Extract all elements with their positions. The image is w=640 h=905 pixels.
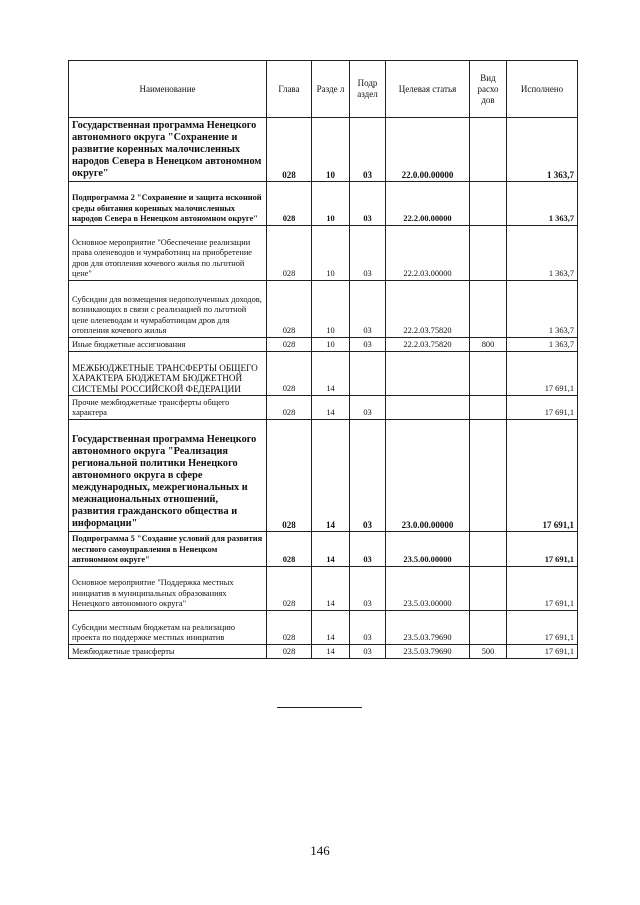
row-section: 10 [312,281,350,338]
row-target: 23.5.03.79690 [386,645,470,659]
row-name: Основное мероприятие "Поддержка местных инициатив в муниципальных образованиях Ненецкого автономного округа" [69,567,267,611]
header-name: Наименование [69,61,267,118]
row-target: 22.2.03.75820 [386,281,470,338]
row-chapter: 028 [267,118,312,182]
row-section: 14 [312,532,350,567]
table-row [69,532,578,567]
row-chapter: 028 [267,396,312,420]
row-expense-type: 500 [470,645,507,659]
row-name: МЕЖБЮДЖЕТНЫЕ ТРАНСФЕРТЫ ОБЩЕГО ХАРАКТЕРА БЮДЖЕТАМ БЮДЖЕТНОЙ СИСТЕМЫ РОССИЙСКОЙ ФЕДЕРАЦИИ [69,352,267,396]
row-chapter: 028 [267,352,312,396]
header-subsection: Подр аздел [350,61,386,118]
row-expense-type [470,420,507,532]
row-name: Субсидии местным бюджетам на реализацию проекта по поддержке местных инициатив [69,611,267,645]
row-target: 23.0.00.00000 [386,420,470,532]
row-subsection: 03 [350,420,386,532]
row-executed: 17 691,1 [507,352,578,396]
row-section: 14 [312,420,350,532]
row-name: Межбюджетные трансферты [69,645,267,659]
table-row [69,182,578,226]
table-row [69,118,578,182]
header-expense-type: Вид расхо дов [470,61,507,118]
row-chapter: 028 [267,420,312,532]
row-chapter: 028 [267,532,312,567]
table-row [69,352,578,396]
row-executed: 1 363,7 [507,226,578,281]
budget-table [68,60,578,659]
row-target: 23.5.00.00000 [386,532,470,567]
row-section: 14 [312,567,350,611]
row-section: 14 [312,352,350,396]
row-expense-type [470,567,507,611]
table-row [69,396,578,420]
row-subsection: 03 [350,532,386,567]
row-expense-type [470,281,507,338]
row-name: Субсидии для возмещения недополученных доходов, возникающих в связи с реализацией по льготной цене оленеводам и чумработницам дров для отопления кочевого жилья [69,281,267,338]
row-name: Прочие межбюджетные трансферты общего характера [69,396,267,420]
row-expense-type [470,532,507,567]
row-chapter: 028 [267,281,312,338]
row-chapter: 028 [267,611,312,645]
row-name: Основное мероприятие "Обеспечение реализации права оленеводов и чумработниц на приобретение дров для отопления кочевого жилья по льготной цене" [69,226,267,281]
row-expense-type [470,352,507,396]
row-target: 22.2.03.75820 [386,338,470,352]
row-name: Государственная программа Ненецкого автономного округа "Сохранение и развитие коренных малочисленных народов Севера в Ненецком автономном округе" [69,118,267,182]
row-subsection: 03 [350,226,386,281]
row-target: 22.2.03.00000 [386,226,470,281]
table-row [69,611,578,645]
row-chapter: 028 [267,567,312,611]
row-section: 14 [312,645,350,659]
row-subsection: 03 [350,182,386,226]
row-chapter: 028 [267,226,312,281]
row-executed: 17 691,1 [507,396,578,420]
row-executed: 17 691,1 [507,567,578,611]
row-executed: 17 691,1 [507,611,578,645]
table-row [69,567,578,611]
row-target [386,396,470,420]
table-header-row [69,61,578,118]
row-chapter: 028 [267,338,312,352]
table-row [69,420,578,532]
page-number: 146 [310,843,330,858]
table-row [69,281,578,338]
row-name: Иные бюджетные ассигнования [69,338,267,352]
row-executed: 1 363,7 [507,281,578,338]
row-expense-type [470,226,507,281]
row-name: Государственная программа Ненецкого автономного округа "Реализация региональной политики Ненецкого автономного округа в сфере международных, межрегиональных и межнациональных отношений, развития гражданского общества и информации" [69,420,267,532]
row-expense-type [470,396,507,420]
row-executed: 17 691,1 [507,532,578,567]
row-target: 23.5.03.79690 [386,611,470,645]
row-chapter: 028 [267,645,312,659]
row-section: 14 [312,396,350,420]
header-target: Целевая статья [386,61,470,118]
header-executed: Исполнено [507,61,578,118]
row-name: Подпрограмма 5 "Создание условий для развития местного самоуправления в Ненецком автономном округе" [69,532,267,567]
row-section: 10 [312,338,350,352]
table-row [69,338,578,352]
row-expense-type: 800 [470,338,507,352]
row-subsection: 03 [350,281,386,338]
row-section: 14 [312,611,350,645]
row-target: 23.5.03.00000 [386,567,470,611]
row-chapter: 028 [267,182,312,226]
row-subsection: 03 [350,645,386,659]
row-expense-type [470,182,507,226]
header-chapter: Глава [267,61,312,118]
row-executed: 1 363,7 [507,338,578,352]
row-target [386,352,470,396]
separator-line [277,707,362,708]
table-row [69,226,578,281]
table-row [69,645,578,659]
row-name: Подпрограмма 2 "Сохранение и защита исконной среды обитания коренных малочисленных народов Севера в Ненецком автономном округе" [69,182,267,226]
row-executed: 17 691,1 [507,645,578,659]
row-section: 10 [312,226,350,281]
row-expense-type [470,118,507,182]
row-subsection: 03 [350,118,386,182]
row-subsection: 03 [350,611,386,645]
row-executed: 1 363,7 [507,182,578,226]
row-subsection: 03 [350,396,386,420]
row-executed: 17 691,1 [507,420,578,532]
row-expense-type [470,611,507,645]
row-subsection: 03 [350,338,386,352]
row-section: 10 [312,118,350,182]
row-target: 22.2.00.00000 [386,182,470,226]
row-target: 22.0.00.00000 [386,118,470,182]
row-subsection [350,352,386,396]
row-subsection: 03 [350,567,386,611]
row-executed: 1 363,7 [507,118,578,182]
row-section: 10 [312,182,350,226]
header-section: Разде л [312,61,350,118]
